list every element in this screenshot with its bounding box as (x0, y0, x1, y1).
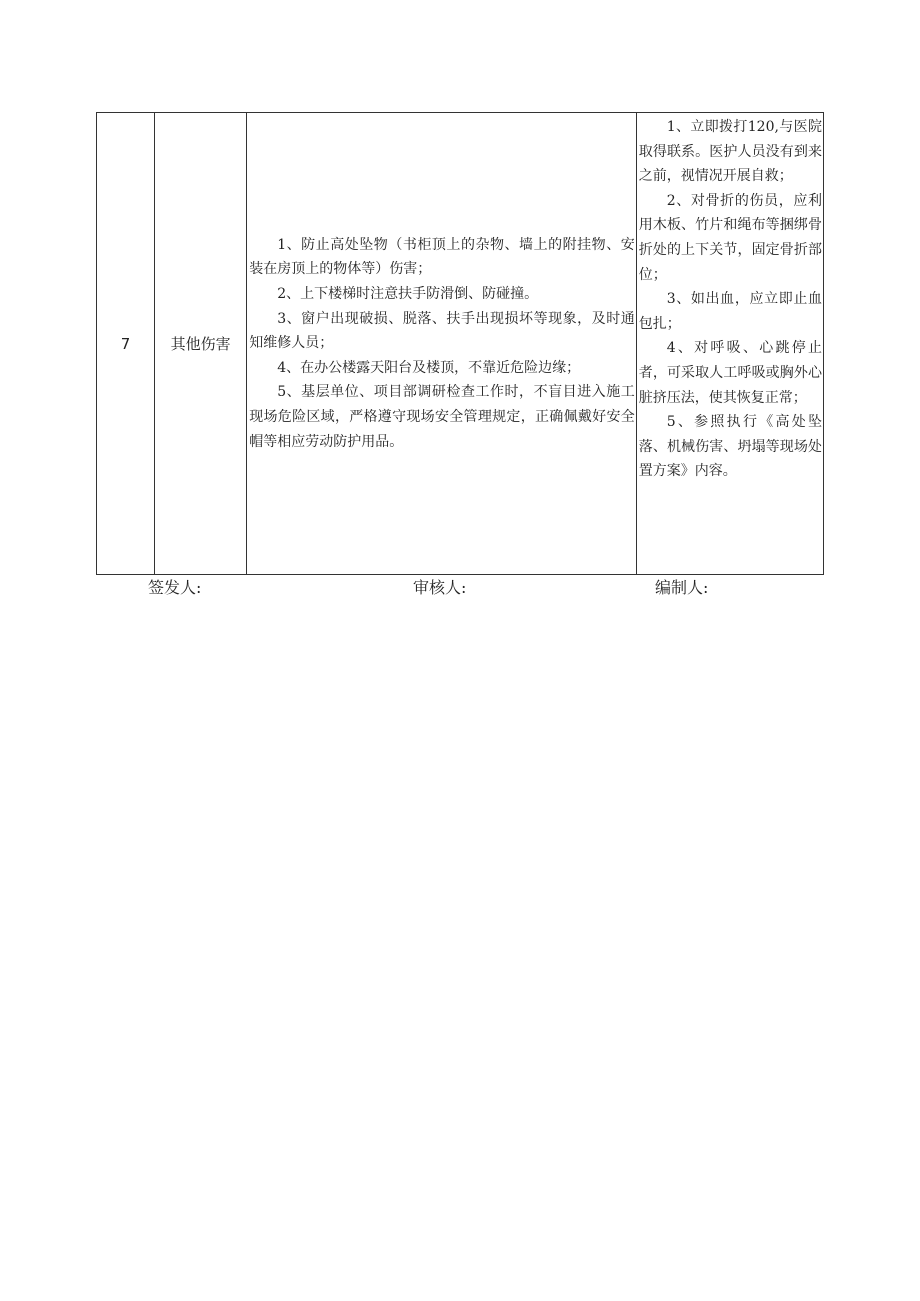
emergency-response-item: 2、对骨折的伤员，应利用木板、竹片和绳布等捆绑骨折处的上下关节，固定骨折部位； (638, 192, 822, 283)
prevention-measure-item: 3、窗户出现破损、脱落、扶手出现损坏等现象，及时通知维修人员； (249, 310, 635, 352)
hazard-table (96, 112, 824, 575)
prevention-measure-item: 1、防止高处坠物（书柜顶上的杂物、墙上的附挂物、安装在房顶上的物体等）伤害； (249, 236, 635, 278)
editor-signature-label: 编制人: (655, 578, 709, 597)
hazard-type: 其他伤害 (155, 113, 247, 575)
emergency-response-item: 3、如出血，应立即止血包扎； (638, 291, 822, 332)
emergency-response-item: 5、参照执行《高处坠落、机械伤害、坍塌等现场处置方案》内容。 (638, 414, 822, 480)
prevention-measures-cell (247, 113, 637, 575)
row-number: 7 (97, 113, 155, 575)
emergency-response-cell (636, 113, 823, 575)
prevention-measure-item: 5、基层单位、项目部调研检查工作时，不盲目进入施工现场危险区域，严格遵守现场安全管理规定，正确佩戴好安全帽等相应劳动防护用品。 (249, 384, 635, 450)
prevention-measure-item: 4、在办公楼露天阳台及楼顶，不靠近危险边缘； (277, 359, 581, 376)
emergency-response-list (637, 113, 823, 484)
prevention-measures-list (247, 233, 636, 454)
emergency-response-item: 4、对呼吸、心跳停止者，可采取人工呼吸或胸外心脏挤压法，使其恢复正常； (638, 340, 822, 406)
issuer-signature-label: 签发人: (148, 578, 202, 597)
reviewer-signature-label: 审核人: (413, 578, 467, 597)
table-row (97, 113, 824, 575)
prevention-measure-item: 2、上下楼梯时注意扶手防滑倒、防碰撞。 (277, 286, 539, 303)
emergency-response-item: 1、立即拨打120,与医院取得联系。医护人员没有到来之前，视情况开展自救； (638, 119, 822, 185)
